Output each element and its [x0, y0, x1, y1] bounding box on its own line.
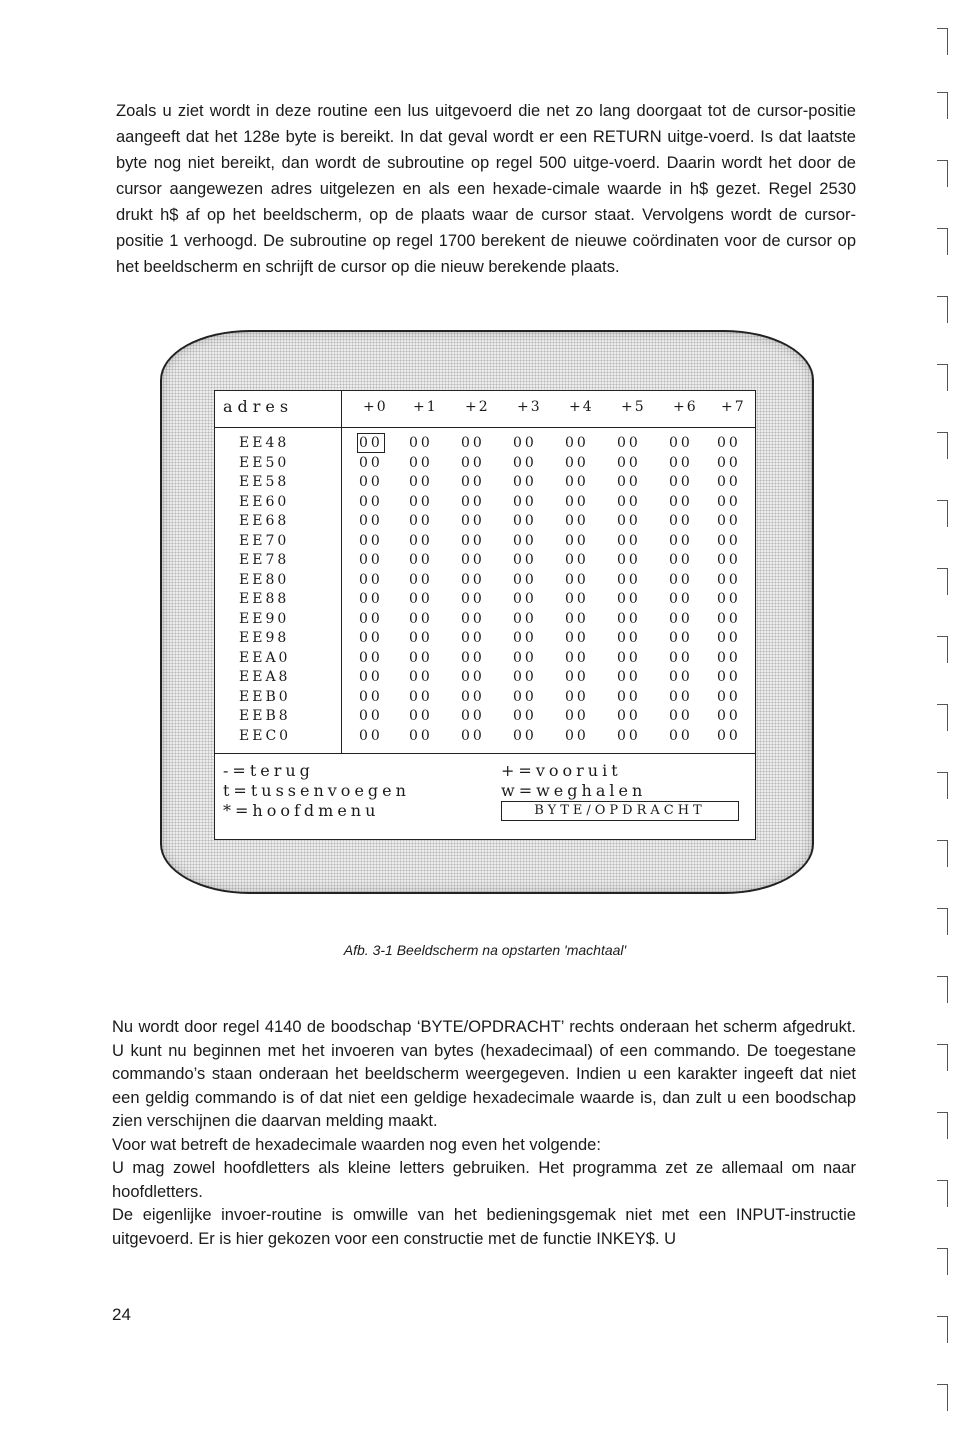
hex-cell: 00 — [669, 610, 693, 627]
cursor-cell: 00 — [359, 435, 383, 451]
intro-paragraph: Zoals u ziet wordt in deze routine een lus uitgevoerd die net zo lang doorgaat tot de cursor-positie aangeeft dat het 128e byte is bereikt. In dat geval wordt er een RETURN uitge-voerd. Is dat laatste byte nog niet bereikt, dan wordt de subroutine op regel 500 uitge-voerd. Daarin wordt het door de cursor aangewezen adres uitgelezen en als een hexade-cimale waarde in h$ gezet. Regel 2530 drukt h$ af op het beeldscherm, op de plaats waar de cursor staat. Vervolgens wordt de cursor-positie 1 verhoogd. De subroutine op regel 1700 berekent de nieuwe coördinaten voor de cursor op het beeldscherm en schrijft de cursor op die nieuw berekende plaats. — [116, 102, 856, 276]
hex-cell: 00 — [669, 513, 693, 529]
hex-cell: 00 — [461, 688, 485, 705]
hex-cell: 00 — [513, 493, 537, 510]
hex-cell: 00 — [617, 435, 641, 451]
row-address: EEB8 — [239, 708, 291, 724]
hex-cell: 00 — [669, 708, 693, 724]
hex-cell: 00 — [461, 474, 485, 490]
hex-cell: 00 — [717, 669, 741, 685]
hex-cell: 00 — [617, 708, 641, 724]
hex-cell: 00 — [409, 669, 433, 685]
hex-cell: 00 — [717, 708, 741, 724]
hex-cell: 00 — [409, 532, 433, 549]
hex-cell: 00 — [717, 435, 741, 451]
hex-cell: 00 — [717, 474, 741, 490]
hex-cell: 00 — [565, 435, 589, 451]
hex-cell: 00 — [717, 571, 741, 588]
body-text — [112, 1016, 856, 1251]
hex-cell: 00 — [565, 474, 589, 490]
address-header: adres — [223, 397, 294, 416]
hex-cell: 00 — [717, 649, 741, 666]
hex-cell: 00 — [565, 454, 589, 471]
menu-hoofdmenu: *=hoofdmenu — [223, 801, 380, 820]
hex-cell: 00 — [669, 688, 693, 705]
hex-cell: 00 — [669, 649, 693, 666]
hex-cell: 00 — [409, 513, 433, 529]
hex-cell: 00 — [461, 727, 485, 744]
hex-cell: 00 — [513, 552, 537, 568]
hex-cell: 00 — [717, 688, 741, 705]
hex-cell: 00 — [359, 493, 383, 510]
hex-cell: 00 — [359, 454, 383, 471]
hex-cell: 00 — [409, 727, 433, 744]
hex-cell: 00 — [409, 630, 433, 646]
row-address: EE68 — [239, 513, 290, 529]
hex-cell: 00 — [513, 727, 537, 744]
hex-cell: 00 — [669, 474, 693, 490]
hex-cell: 00 — [359, 688, 383, 705]
paragraph: U mag zowel hoofdletters als kleine letters gebruiken. Het programma zet ze allemaal om naar hoofdletters. — [112, 1159, 856, 1201]
hex-cell: 00 — [617, 610, 641, 627]
hex-cell: 00 — [669, 552, 693, 568]
hex-cell: 00 — [717, 493, 741, 510]
row-address: EE58 — [239, 474, 290, 490]
row-address: EE80 — [239, 571, 290, 588]
hex-cell: 00 — [565, 591, 589, 607]
hex-cell: 00 — [513, 532, 537, 549]
hex-cell: 00 — [513, 610, 537, 627]
paragraph: Voor wat betreft de hexadecimale waarden nog even het volgende: — [112, 1135, 601, 1154]
hex-cell: 00 — [359, 669, 383, 685]
header-divider — [215, 427, 755, 428]
hex-cell: 00 — [359, 649, 383, 666]
hex-cell: 00 — [717, 454, 741, 471]
hex-cell: 00 — [669, 630, 693, 646]
hex-cell: 00 — [669, 454, 693, 471]
hex-cell: 00 — [669, 571, 693, 588]
hex-cell: 00 — [717, 552, 741, 568]
hex-cell: 00 — [565, 727, 589, 744]
paragraph: De eigenlijke invoer-routine is omwille van het bedieningsgemak niet met een INPUT-instructie uitgevoerd. Er is hier gekozen voor een constructie met de functie INKEY$. U — [112, 1206, 856, 1248]
hex-cell: 00 — [359, 630, 383, 646]
hex-cell: 00 — [513, 571, 537, 588]
column-header: +7 — [721, 399, 746, 415]
status-message: BYTE/OPDRACHT — [501, 801, 739, 821]
hex-cell: 00 — [359, 513, 383, 529]
hex-cell: 00 — [669, 532, 693, 549]
hex-cell: 00 — [717, 532, 741, 549]
row-address: EEA8 — [239, 669, 291, 685]
column-header: +4 — [569, 399, 594, 415]
hex-cell: 00 — [461, 708, 485, 724]
hex-cell: 00 — [565, 493, 589, 510]
hex-cell: 00 — [513, 591, 537, 607]
hex-cell: 00 — [409, 474, 433, 490]
hex-cell: 00 — [359, 474, 383, 490]
hex-cell: 00 — [461, 513, 485, 529]
hex-cell: 00 — [409, 454, 433, 471]
menu-tussenvoegen: t=tussenvoegen — [223, 781, 410, 800]
hex-cell: 00 — [565, 669, 589, 685]
hex-cell: 00 — [617, 532, 641, 549]
hex-cell: 00 — [565, 610, 589, 627]
column-header: +6 — [673, 399, 698, 415]
page-number: 24 — [112, 1305, 131, 1324]
hex-cell: 00 — [461, 591, 485, 607]
hex-cell: 00 — [513, 454, 537, 471]
menu-weghalen: w=weghalen — [501, 781, 647, 800]
hex-cell: 00 — [617, 493, 641, 510]
hex-cell: 00 — [565, 688, 589, 705]
hex-cell: 00 — [461, 630, 485, 646]
figure-caption: Afb. 3-1 Beeldscherm na opstarten 'machtaal' — [343, 942, 627, 958]
hex-cell: 00 — [359, 532, 383, 549]
hex-cell: 00 — [513, 513, 537, 529]
hex-editor-screen — [214, 390, 756, 840]
hex-cell: 00 — [669, 435, 693, 451]
hex-cell: 00 — [513, 688, 537, 705]
hex-cell: 00 — [717, 610, 741, 627]
hex-cell: 00 — [513, 669, 537, 685]
row-address: EE70 — [239, 532, 290, 549]
hex-cell: 00 — [461, 493, 485, 510]
hex-cell: 00 — [617, 688, 641, 705]
hex-cell: 00 — [565, 513, 589, 529]
hex-cell: 00 — [513, 474, 537, 490]
row-address: EE90 — [239, 610, 290, 627]
hex-cell: 00 — [461, 571, 485, 588]
row-address: EE60 — [239, 493, 290, 510]
hex-cell: 00 — [513, 708, 537, 724]
hex-cell: 00 — [617, 552, 641, 568]
hex-cell: 00 — [565, 708, 589, 724]
row-address: EE88 — [239, 591, 290, 607]
hex-cell: 00 — [617, 630, 641, 646]
hex-cell: 00 — [617, 513, 641, 529]
hex-cell: 00 — [717, 727, 741, 744]
hex-cell: 00 — [513, 435, 537, 451]
column-divider — [341, 391, 342, 753]
row-address: EE98 — [239, 630, 290, 646]
hex-cell: 00 — [461, 669, 485, 685]
hex-cell: 00 — [669, 493, 693, 510]
hex-cell: 00 — [565, 649, 589, 666]
hex-cell: 00 — [409, 493, 433, 510]
hex-cell: 00 — [461, 435, 485, 451]
hex-cell: 00 — [359, 708, 383, 724]
hex-cell: 00 — [409, 591, 433, 607]
paragraph: Nu wordt door regel 4140 de boodschap ‘BYTE/OPDRACHT’ rechts onderaan het scherm afgedrukt. U kunt nu beginnen met het invoeren van bytes (hexadecimaal) of een commando. De toegestane commando’s staan onderaan het beeldscherm weergegeven. Indien u een karakter ingeeft dat niet een geldig commando is of dat niet een geldige hexadecimale waarde is, dan zult u een boodschap zien verschijnen die daarvan melding maakt. — [112, 1018, 856, 1130]
hex-cell: 00 — [565, 630, 589, 646]
row-address: EE50 — [239, 454, 290, 471]
hex-cell: 00 — [617, 669, 641, 685]
row-address: EE78 — [239, 552, 290, 568]
hex-cell: 00 — [617, 474, 641, 490]
hex-cell: 00 — [617, 649, 641, 666]
hex-cell: 00 — [669, 669, 693, 685]
hex-cell: 00 — [669, 727, 693, 744]
hex-cell: 00 — [617, 571, 641, 588]
hex-cell: 00 — [359, 591, 383, 607]
hex-cell: 00 — [461, 532, 485, 549]
column-header: +3 — [517, 399, 542, 415]
hex-cell: 00 — [617, 454, 641, 471]
hex-cell: 00 — [359, 552, 383, 568]
hex-cell: 00 — [461, 610, 485, 627]
column-header: +1 — [413, 399, 438, 415]
column-header: +0 — [363, 399, 388, 415]
hex-cell: 00 — [461, 552, 485, 568]
hex-cell: 00 — [669, 591, 693, 607]
hex-cell: 00 — [409, 610, 433, 627]
menu-terug: -=terug — [223, 761, 314, 780]
menu-vooruit: +=vooruit — [501, 761, 622, 780]
binding-marks — [930, 0, 970, 1429]
hex-cell: 00 — [409, 688, 433, 705]
row-address: EE48 — [239, 435, 290, 451]
hex-cell: 00 — [409, 649, 433, 666]
column-header: +5 — [621, 399, 646, 415]
hex-cell: 00 — [617, 727, 641, 744]
column-header: +2 — [465, 399, 490, 415]
hex-cell: 00 — [717, 591, 741, 607]
hex-cell: 00 — [717, 630, 741, 646]
hex-cell: 00 — [359, 610, 383, 627]
hex-cell: 00 — [409, 552, 433, 568]
hex-cell: 00 — [513, 630, 537, 646]
row-address: EEC0 — [239, 727, 292, 744]
hex-cell: 00 — [617, 591, 641, 607]
hex-cell: 00 — [359, 571, 383, 588]
hex-cell: 00 — [717, 513, 741, 529]
row-address: EEA0 — [239, 649, 291, 666]
hex-cell: 00 — [461, 454, 485, 471]
hex-cell: 00 — [359, 727, 383, 744]
hex-cell: 00 — [513, 649, 537, 666]
hex-cell: 00 — [565, 571, 589, 588]
hex-cell: 00 — [409, 435, 433, 451]
hex-cell: 00 — [461, 649, 485, 666]
menu-divider — [215, 753, 755, 754]
hex-cell: 00 — [409, 571, 433, 588]
hex-cell: 00 — [565, 552, 589, 568]
row-address: EEB0 — [239, 688, 291, 705]
hex-cell: 00 — [409, 708, 433, 724]
hex-cell: 00 — [565, 532, 589, 549]
